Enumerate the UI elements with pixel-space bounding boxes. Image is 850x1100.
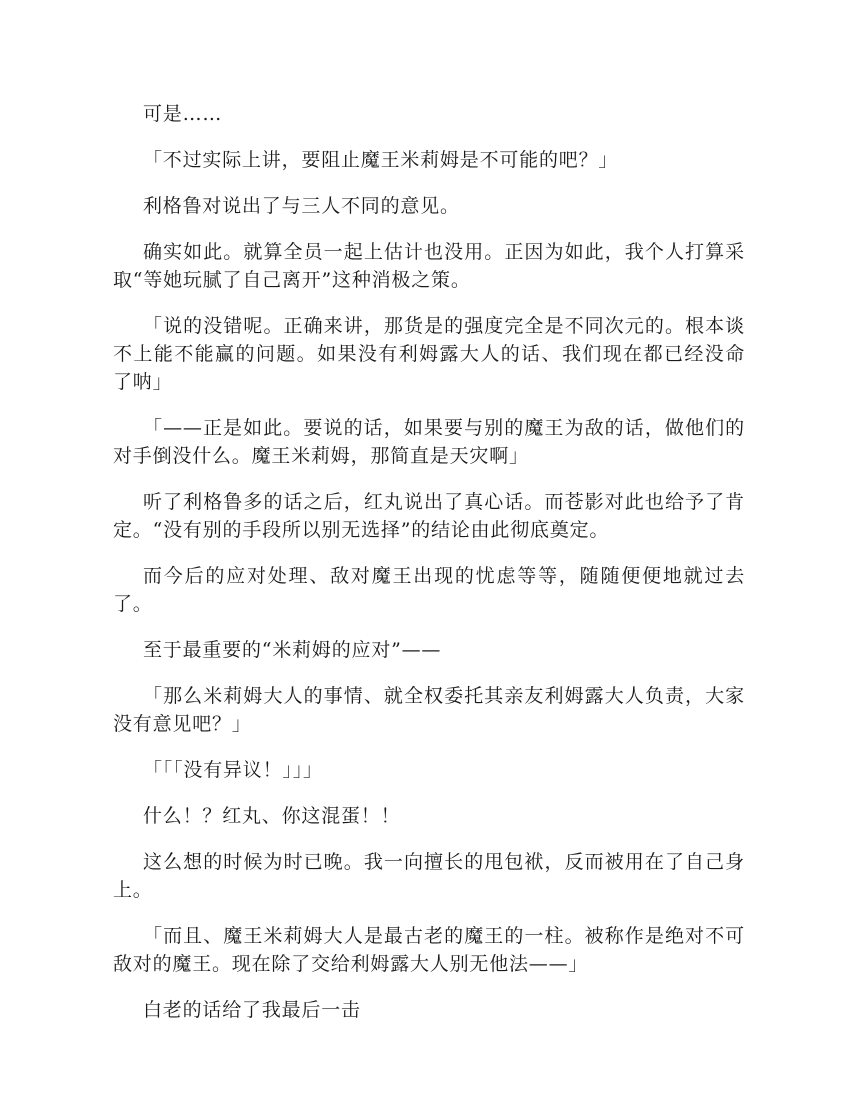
paragraph-13: 这么想的时候为时已晚。我一向擅长的甩包袱，反而被用在了自己身上。 bbox=[113, 851, 745, 901]
paragraph-12: 什么！？红丸、你这混蛋！！ bbox=[143, 805, 401, 827]
paragraph-10: 「那么米莉姆大人的事情、就全权委托其亲友利姆露大人负责，大家没有意见吧？」 bbox=[113, 685, 745, 735]
paragraph-1: 可是…… bbox=[143, 103, 223, 125]
paragraph-15: 白老的话给了我最后一击 bbox=[143, 999, 361, 1021]
document-page bbox=[113, 100, 745, 1042]
paragraph-6: 「——正是如此。要说的话，如果要与别的魔王为敌的话，做他们的对手倒没什么。魔王米莉姆，那简直是天灾啊」 bbox=[113, 417, 745, 467]
paragraph-3: 利格鲁对说出了与三人不同的意见。 bbox=[143, 195, 460, 217]
paragraph-9: 至于最重要的“米莉姆的应对”—— bbox=[143, 639, 442, 661]
paragraph-5: 「说的没错呢。正确来讲，那货是的强度完全是不同次元的。根本谈不上能不能赢的问题。如果没有利姆露大人的话、我们现在都已经没命了呐」 bbox=[113, 315, 745, 393]
paragraph-8: 而今后的应对处理、敌对魔王出现的忧虑等等，随随便便地就过去了。 bbox=[113, 565, 745, 615]
paragraph-11: 「「「没有异议！」」」 bbox=[143, 759, 323, 781]
paragraph-4: 确实如此。就算全员一起上估计也没用。正因为如此，我个人打算采取“等她玩腻了自己离开”这种消极之策。 bbox=[113, 241, 745, 291]
paragraph-14: 「而且、魔王米莉姆大人是最古老的魔王的一柱。被称作是绝对不可敌对的魔王。现在除了交给利姆露大人别无他法——」 bbox=[113, 925, 745, 975]
paragraph-2: 「不过实际上讲，要阻止魔王米莉姆是不可能的吧？」 bbox=[143, 149, 619, 171]
paragraph-7: 听了利格鲁多的话之后，红丸说出了真心话。而苍影对此也给予了肯定。“没有别的手段所以别无选择”的结论由此彻底奠定。 bbox=[113, 491, 745, 541]
